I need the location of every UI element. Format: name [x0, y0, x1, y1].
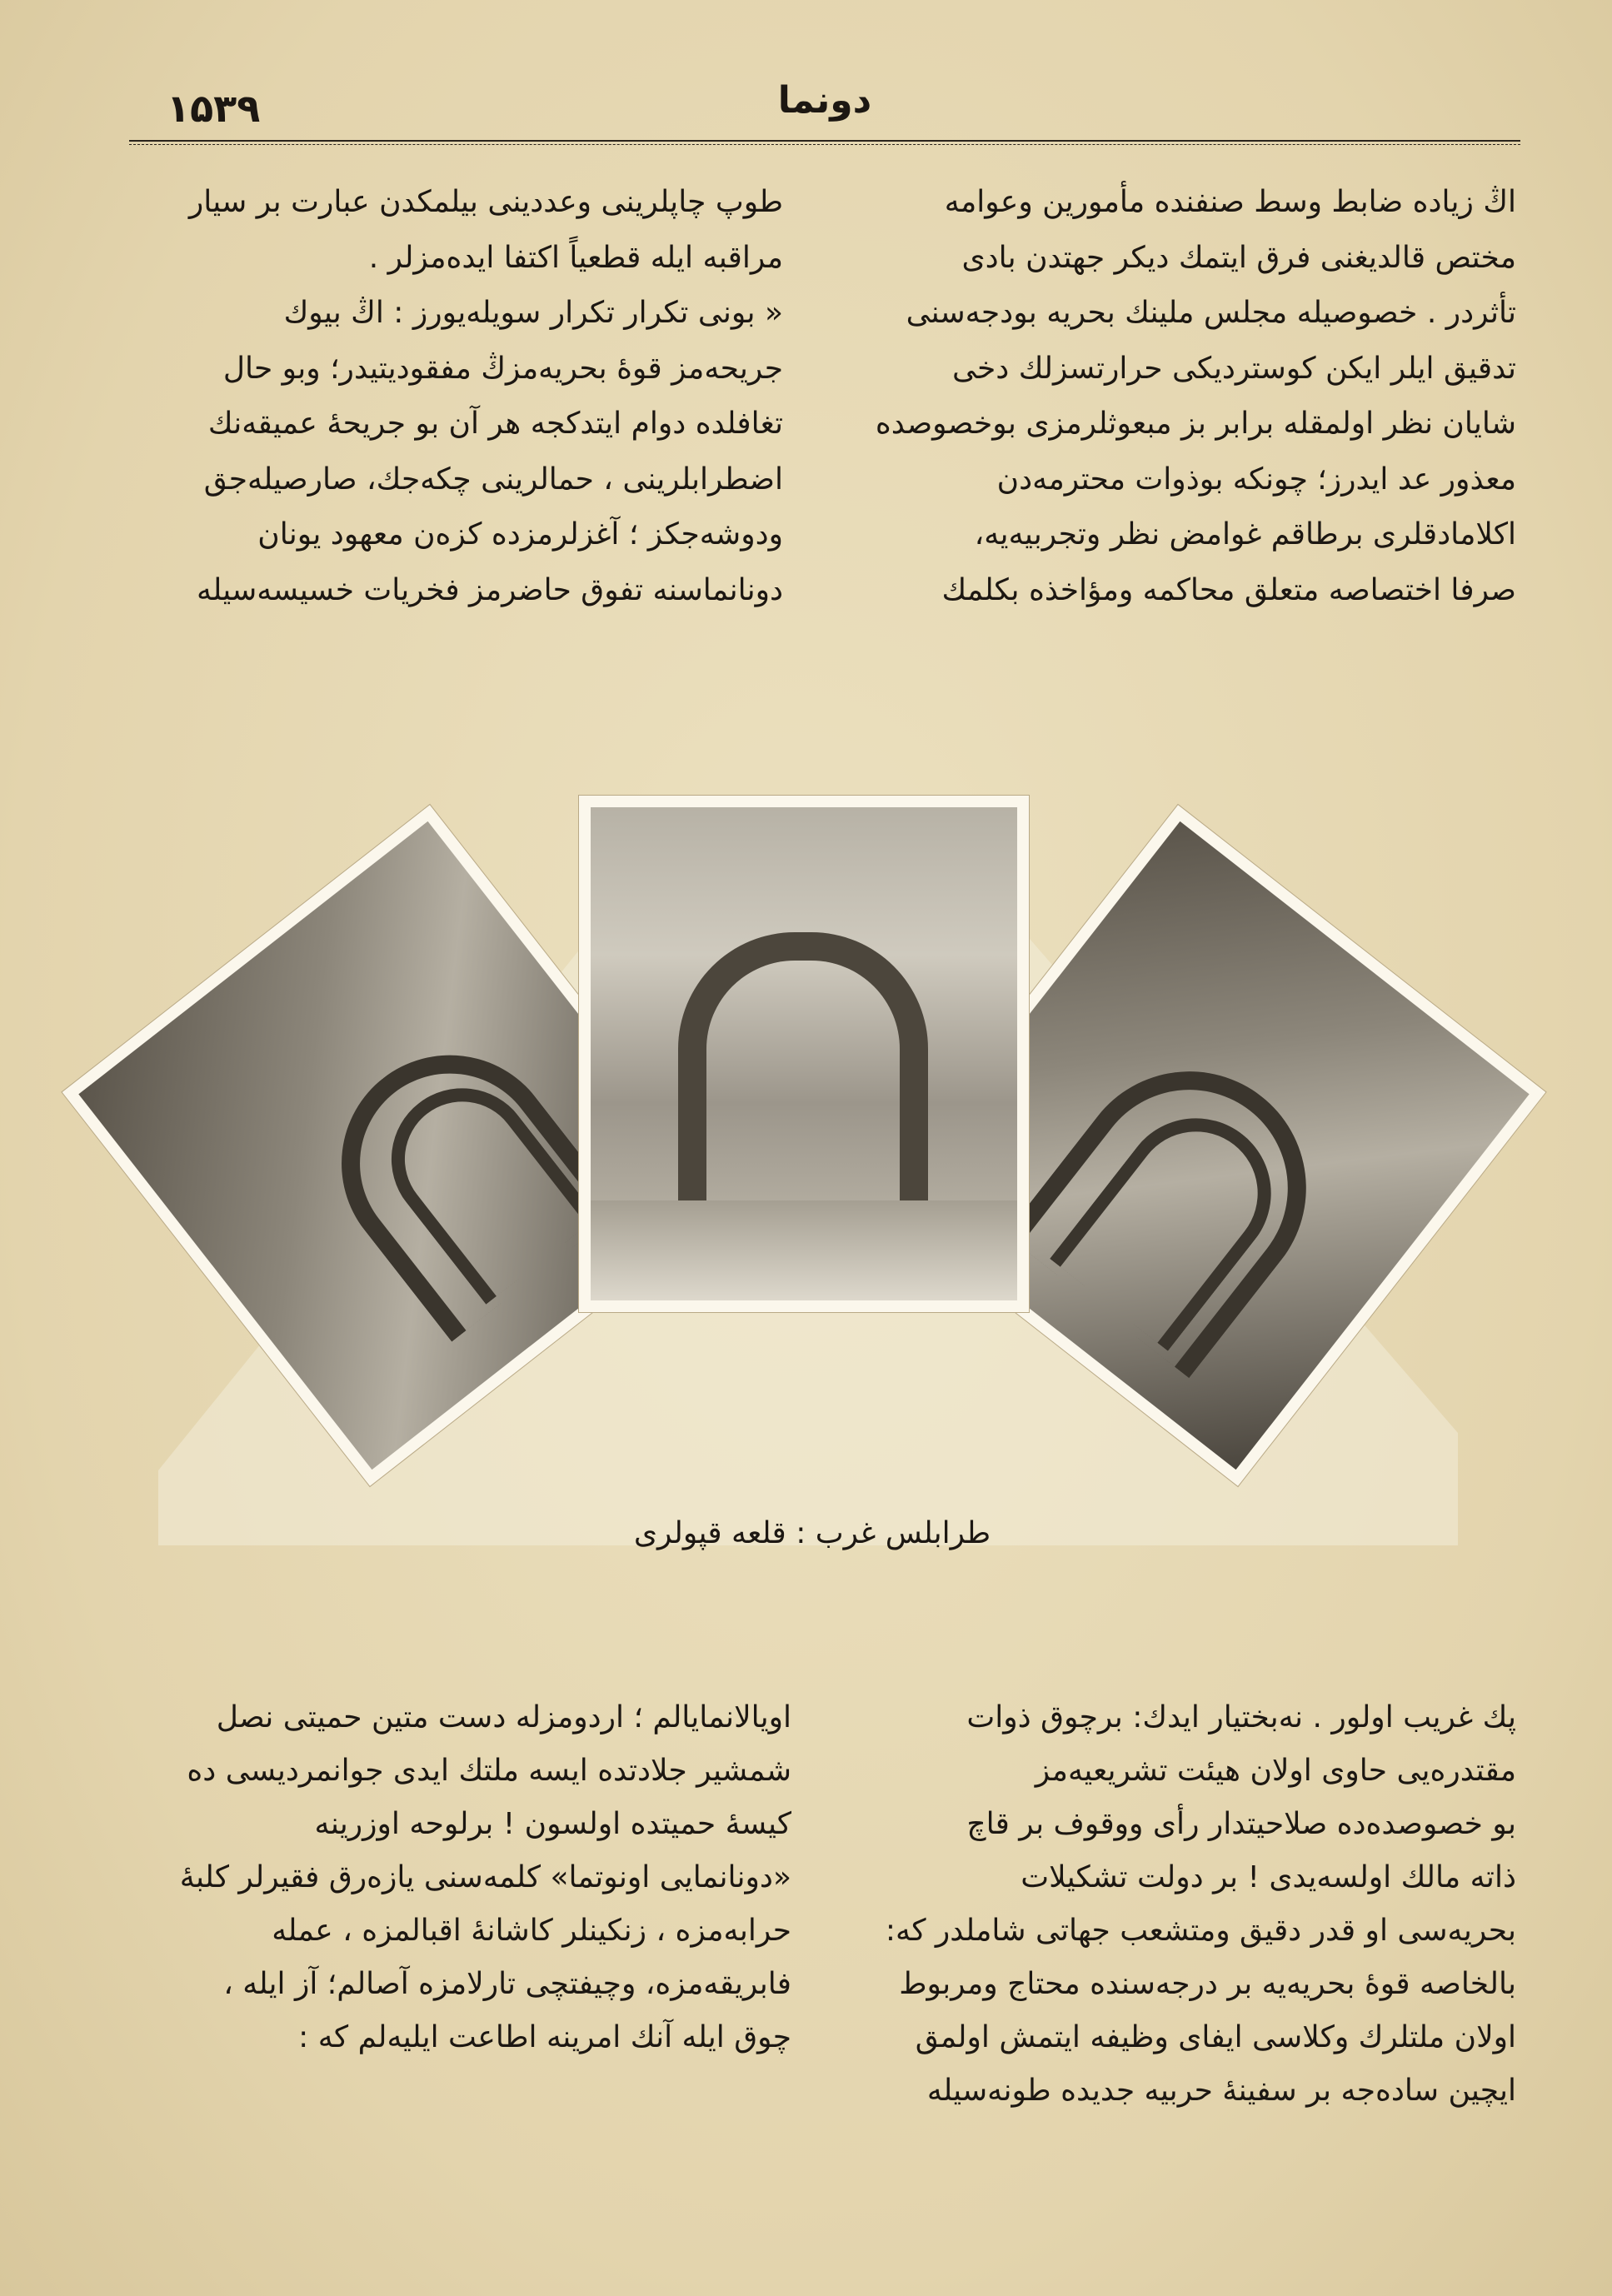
header-rule — [129, 140, 1520, 145]
text-line: اكلامادقلری برطاقم غوامض نظر وتجربیه‌یه، — [974, 517, 1516, 552]
text-line: شمشیر جلادتده‌ ایسه ملتك ایدی جوانمردیسی ده — [187, 1754, 791, 1788]
text-line: فابریقه‌مزه، وچیفتچی تارلامزه آصالم؛ آز ایله ، — [223, 1967, 791, 2001]
text-line: مختص قالدیغنی فرق ایتمك دیكر جهتدن بادی — [961, 240, 1516, 275]
text-line: ودوشه‌جكز ؛ آغزلرمزده كزه‌ن معهود یونان — [257, 517, 783, 552]
text-line: دونانماسنه تفوق حاضرمز فخریات خسیسه‌سیله — [197, 572, 783, 607]
text-line: بحریه‌سی او قدر دقیق ومتشعب جهاتی شاملدر كه: — [885, 1914, 1516, 1948]
text-line: طوپ چاپلرینی وعددینی بیلمكدن عبارت بر سیار — [188, 185, 783, 219]
text-column-top-left — [142, 175, 783, 618]
text-line: تأثردر . خصوصیله مجلس ملینك بحریه بودجه‌سنی — [906, 296, 1516, 330]
text-line: اویالانمایالم ؛ اردومزله دست متین حمیتی نصل — [216, 1700, 791, 1734]
text-line: حرابه‌مزه ، زنكینلر كاشانۀ اقبالمزه ، عمله — [272, 1914, 791, 1948]
text-line: چوق ایله آنك امرینه اطاعت ایلیه‌لم كه : — [298, 2020, 791, 2054]
text-line: جریحه‌مز قوۀ بحریه‌مزڭ مفقودیتیدر؛ وبو حال — [222, 351, 783, 386]
text-line: تدقیق ایلر ایكن كوستردیكی حرارتسزلك دخی — [951, 351, 1516, 386]
page-header — [133, 79, 1516, 137]
text-line: ایچین ساده‌جه بر سفینۀ حربیه جدیده طونه‌سیله — [926, 2074, 1516, 2108]
journal-title: دونما — [777, 79, 872, 122]
text-line: كیسۀ حمیتده اولسون ! برلوحه اوزرینه — [314, 1807, 791, 1841]
gate-photo-image — [591, 807, 1017, 1300]
text-line: ذاته مالك اولسه‌یدی ! بر دولت تشكیلات — [1021, 1860, 1516, 1894]
text-line: «دونانمایی اونوتما» كلمه‌سنی یازه‌رق فقیرلر كلبۀ — [179, 1860, 791, 1894]
text-column-bottom-right — [833, 1691, 1516, 2118]
text-line: مقتدره‌یی حاوی اولان هیئت تشریعیه‌مز — [1035, 1754, 1516, 1788]
text-column-top-right — [833, 175, 1516, 618]
page-number: ۱۵۳۹ — [167, 86, 261, 131]
text-line: پك غریب اولور . نه‌بختیار ایدك: برچوق ذوات — [966, 1700, 1516, 1734]
photo-collage — [117, 796, 1508, 1550]
text-line: معذور عد ایدرز؛ چونكه بوذوات محترمه‌دن — [996, 462, 1516, 497]
text-line: شایان نظر اولمقله برابر بز مبعوثلرمزی بوخصوصده — [875, 407, 1516, 441]
text-line: بو خصوصده‌ده صلاحیتدار رأی ووقوف بر قاچ — [966, 1807, 1516, 1841]
figure-caption: طرابلس غرب : قلعه قپولری — [633, 1516, 991, 1550]
text-line: اڭ زیاده ضابط وسط صنفنده مأمورین وعوامه — [944, 185, 1516, 219]
photo-center-gate — [579, 796, 1029, 1312]
text-line: اولان ملتلرك وكلاسی ایفای وظیفه ایتمش اولمق — [915, 2020, 1516, 2054]
street-ground — [591, 1200, 1017, 1300]
text-line: « بونی تكرار تكرار سویله‌یورز : اڭ بیوك — [283, 296, 783, 330]
text-line: تغافلده دوام ایتدكجه هر آن بو جریحۀ عمیقه‌نك — [207, 407, 783, 441]
text-column-bottom-left — [142, 1691, 791, 2064]
text-line: مراقبه ایله قطعیاً اكتفا ایده‌مزلر . — [368, 240, 783, 275]
text-line: صرفا اختصاصه متعلق محاكمه ومؤاخذه‌ بكلمك — [941, 572, 1516, 607]
text-line: بالخاصه قوۀ بحریه‌یه بر درجه‌سنده محتاج ومربوط — [899, 1967, 1516, 2001]
text-line: اضطرابلرینی ، حمالرینی چكه‌جك، صارصیله‌جق — [203, 462, 783, 497]
